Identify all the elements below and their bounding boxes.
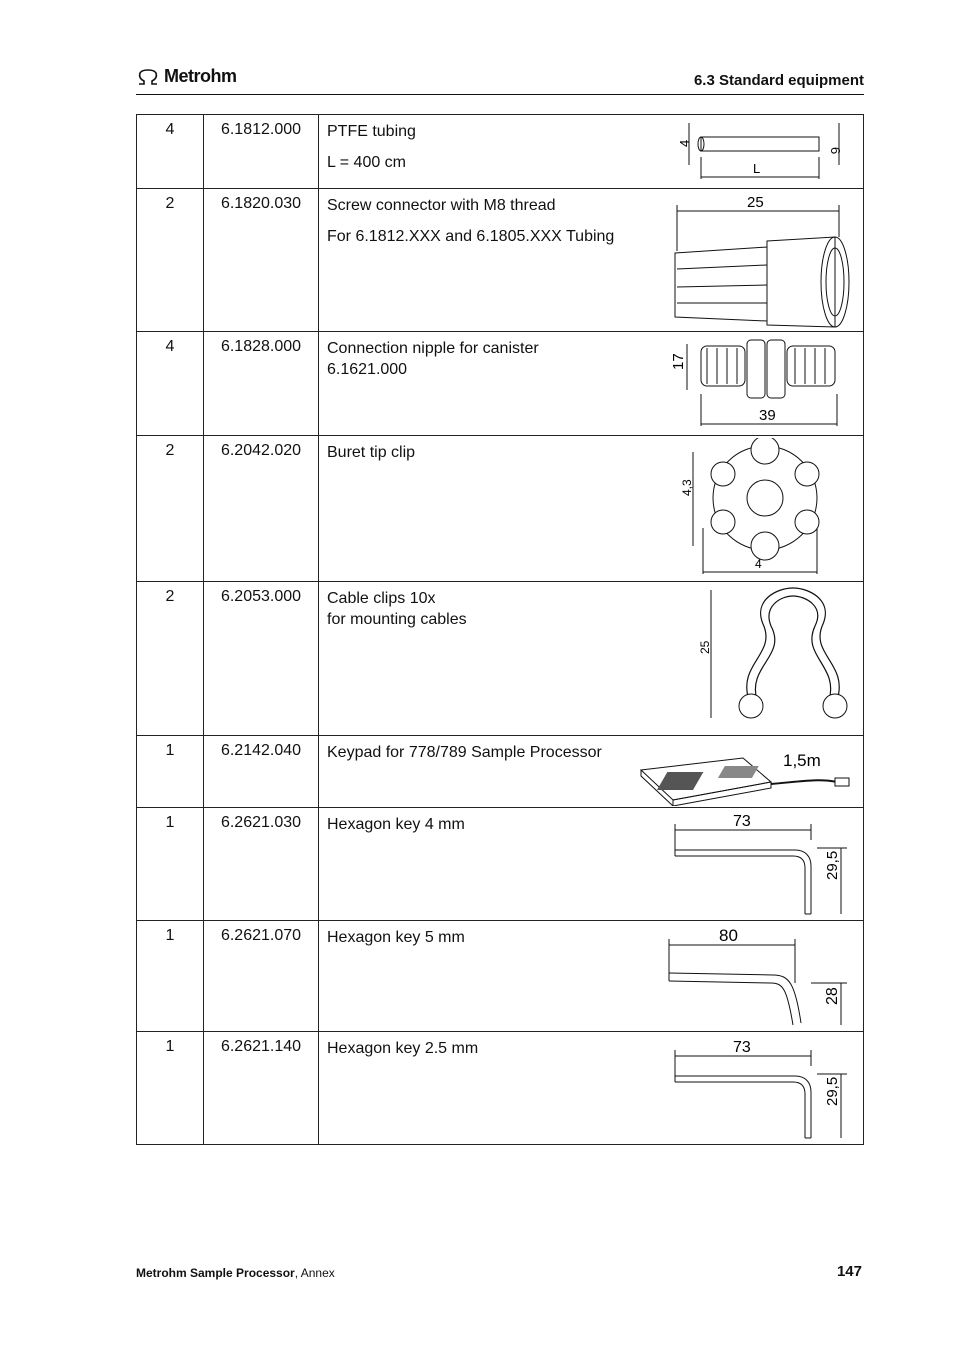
description-cell	[319, 189, 864, 332]
table-row	[137, 736, 864, 808]
page-number: 147	[836, 1263, 862, 1280]
table-row	[137, 115, 864, 189]
dimension-label: 25	[747, 194, 764, 211]
equipment-table	[136, 114, 864, 1145]
dimension-label: 29,5	[824, 1076, 841, 1106]
dimension-label: 17	[670, 353, 687, 370]
table-row	[137, 808, 864, 921]
description-cell	[319, 436, 864, 582]
footer-title-bold: Metrohm Sample Processor	[136, 1266, 295, 1280]
order-no-cell: 6.2042.020	[204, 436, 319, 582]
description-line: PTFE tubing	[327, 123, 416, 140]
description-line: Buret tip clip	[327, 444, 416, 461]
dimension-label: 29,5	[824, 850, 841, 880]
description-line: For 6.1812.XXX and 6.1805.XXX Tubing	[327, 228, 615, 245]
dimension-label: 4,3	[680, 479, 694, 496]
table-row	[137, 189, 864, 332]
dimension-label: 73	[733, 1039, 751, 1056]
description-line: Cable clips 10x	[327, 590, 436, 607]
description-cell	[319, 736, 864, 808]
description-line: Hexagon key 2.5 mm	[327, 1040, 479, 1057]
dimension-label: 39	[759, 407, 776, 424]
dimension-label: 80	[719, 926, 738, 945]
qty-cell: 2	[137, 436, 204, 582]
description-line: L = 400 cm	[327, 154, 407, 171]
qty-cell: 1	[137, 736, 204, 808]
footer-title-rest: , Annex	[294, 1266, 335, 1280]
order-no-cell: 6.2621.030	[204, 808, 319, 921]
footer-title	[136, 1266, 335, 1280]
qty-cell: 2	[137, 582, 204, 736]
description-line: Screw connector with M8 thread	[327, 197, 556, 214]
dimension-label: 4	[677, 139, 692, 147]
dimension-label: 28	[824, 987, 841, 1005]
dimension-label: 1,5m	[783, 751, 821, 770]
description-line: Hexagon key 4 mm	[327, 816, 465, 833]
order-no-cell: 6.1812.000	[204, 115, 319, 189]
order-no-cell: 6.2621.140	[204, 1032, 319, 1145]
description-line: 6.1621.000	[327, 361, 408, 378]
order-no-cell: 6.1820.030	[204, 189, 319, 332]
dimension-label: 25	[698, 640, 712, 654]
dimension-label: 73	[733, 813, 751, 830]
order-no-cell: 6.2142.040	[204, 736, 319, 808]
table-row	[137, 921, 864, 1032]
qty-cell: 4	[137, 332, 204, 436]
order-no-cell: 6.2053.000	[204, 582, 319, 736]
qty-cell: 1	[137, 1032, 204, 1145]
dimension-label: 4	[755, 557, 762, 571]
table-row	[137, 332, 864, 436]
table-row	[137, 436, 864, 582]
description-cell	[319, 582, 864, 736]
page-header	[136, 64, 864, 95]
order-no-cell: 6.1828.000	[204, 332, 319, 436]
omega-logo-icon	[136, 68, 160, 86]
qty-cell: 1	[137, 921, 204, 1032]
qty-cell: 4	[137, 115, 204, 189]
description-cell	[319, 332, 864, 436]
description-cell	[319, 1032, 864, 1145]
qty-cell: 2	[137, 189, 204, 332]
brand-logo	[136, 66, 237, 87]
section-title: 6.3 Standard equipment	[693, 72, 864, 89]
description-cell	[319, 921, 864, 1032]
table-row	[137, 1032, 864, 1145]
description-cell	[319, 808, 864, 921]
dimension-label: 6	[828, 147, 843, 155]
table-row	[137, 582, 864, 736]
description-line: Keypad for 778/789 Sample Processor	[327, 744, 602, 761]
description-line: Hexagon key 5 mm	[327, 929, 465, 946]
description-cell	[319, 115, 864, 189]
brand-name: Metrohm	[164, 66, 237, 86]
qty-cell: 1	[137, 808, 204, 921]
dimension-label: L	[753, 161, 761, 176]
description-line: for mounting cables	[327, 611, 467, 628]
order-no-cell: 6.2621.070	[204, 921, 319, 1032]
description-line: Connection nipple for canister	[327, 340, 539, 357]
